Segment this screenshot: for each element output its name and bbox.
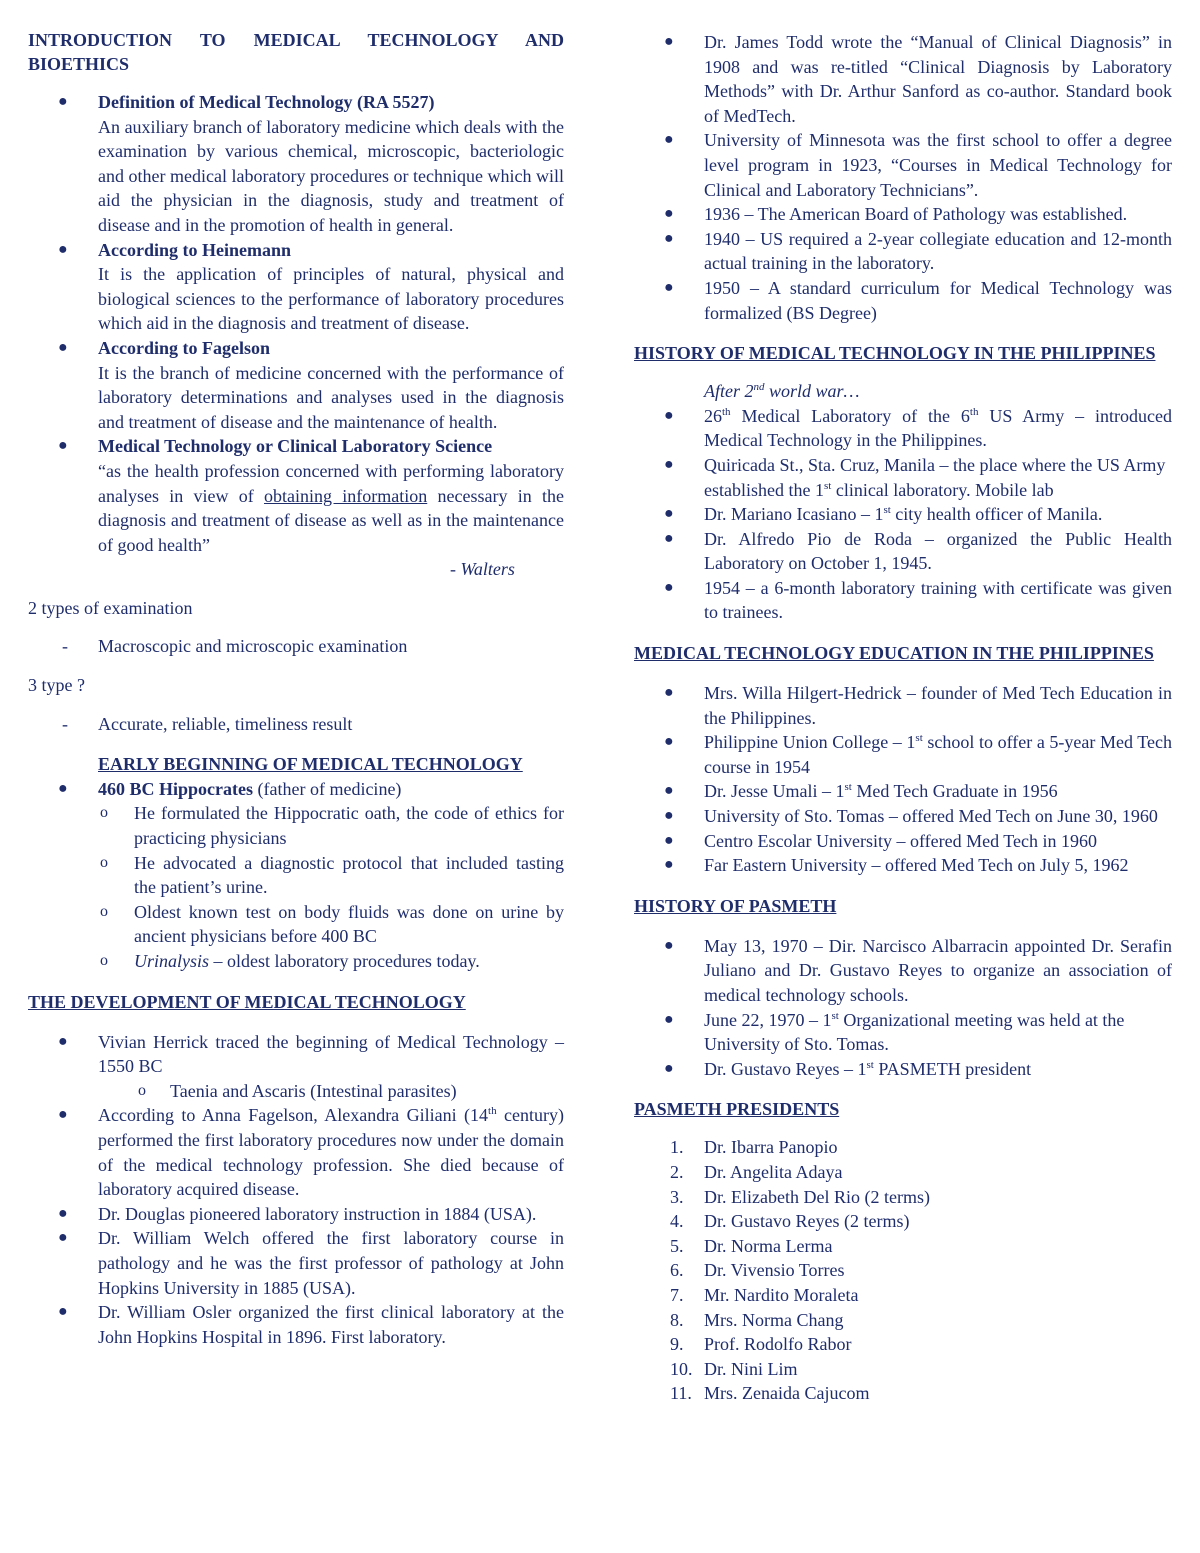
president-name: Dr. Angelita Adaya: [704, 1161, 843, 1182]
bullet-icon: ●: [664, 33, 674, 50]
list-item-text: University of Minnesota was the first school to offer a degree level program in 1923, “Courses in Medical Technology for Clinical and Laboratory Technicians”.: [704, 130, 1172, 200]
list-item-text: Dr. Gustavo Reyes – 1: [704, 1058, 867, 1079]
superscript: th: [722, 405, 731, 418]
bullet-icon: ●: [58, 1303, 68, 1321]
list-number: 3.: [670, 1186, 684, 1207]
superscript: th: [488, 1105, 497, 1118]
list-item: [28, 1030, 564, 1079]
list-item-text: Dr. Douglas pioneered laboratory instruction in 1884 (USA).: [98, 1203, 537, 1224]
list-number: 10.: [670, 1358, 693, 1379]
left-column: [28, 28, 564, 1349]
bullet-icon: ●: [664, 684, 674, 702]
list-item: [634, 527, 1172, 576]
list-item: [634, 30, 1172, 128]
list-item: [634, 1057, 1172, 1082]
president-name: Dr. Nini Lim: [704, 1358, 798, 1379]
list-number: 4.: [670, 1211, 684, 1232]
president-item: [634, 1283, 1172, 1308]
superscript: st: [844, 781, 852, 794]
list-item: [28, 1300, 564, 1349]
president-item: [634, 1258, 1172, 1283]
presidents-list: [634, 1135, 1172, 1406]
quote-underlined: obtaining information: [264, 485, 428, 506]
list-item-text: 1950 – A standard curriculum for Medical Technology was formalized (BS Degree): [704, 277, 1172, 323]
bullet-icon: ●: [58, 240, 68, 258]
list-number: 5.: [670, 1235, 684, 1256]
president-name: Dr. Ibarra Panopio: [704, 1137, 838, 1158]
list-item-text: Medical Laboratory of the 6: [730, 405, 970, 426]
list-item: [634, 804, 1172, 829]
era-note-text: world war…: [764, 381, 860, 402]
hippocrates-label: 460 BC Hippocrates: [98, 778, 253, 799]
exam-types-heading: 2 types of examination: [28, 597, 193, 618]
bullet-icon: ●: [664, 455, 674, 473]
president-name: Dr. Vivensio Torres: [704, 1260, 845, 1281]
list-item-text: May 13, 1970 – Dir. Narcisco Albarracin appointed Dr. Serafin Juliano and Dr. Gustavo Reyes to organize an association of medical technology schools.: [704, 935, 1172, 1005]
bullet-icon: ●: [664, 131, 674, 149]
list-item: [634, 779, 1172, 804]
list-item: [634, 202, 1172, 227]
definition-label: According to Fagelson: [98, 337, 270, 358]
list-number: 7.: [670, 1284, 684, 1305]
president-item: [634, 1381, 1172, 1406]
bullet-icon: ●: [664, 205, 674, 223]
list-number: 8.: [670, 1309, 684, 1330]
list-number: 9.: [670, 1334, 684, 1355]
section-heading-history-ph: HISTORY OF MEDICAL TECHNOLOGY IN THE PHILIPPINES: [634, 343, 1156, 364]
list-item: [634, 404, 1172, 453]
document-title: INTRODUCTION TO MEDICAL TECHNOLOGY AND BIOETHICS: [28, 30, 564, 74]
bullet-icon: ●: [58, 338, 68, 356]
sub-list-item: o He formulated the Hippocratic oath, the code of ethics for practicing physicians: [100, 803, 564, 849]
hippocrates-note: (father of medicine): [253, 778, 402, 799]
exam-type-item: Accurate, reliable, timeliness result: [98, 713, 353, 734]
list-item: [28, 1202, 564, 1227]
list-item: - Accurate, reliable, timeliness result: [62, 713, 353, 734]
list-item-text: Dr. James Todd wrote the “Manual of Clinical Diagnosis” in 1908 and was re-titled “Clinical Diagnosis by Laboratory Methods” with Dr. Arthur Sanford as co-author. Standard book of MedTech.: [704, 32, 1172, 126]
list-item: [634, 829, 1172, 854]
list-number: 2.: [670, 1161, 684, 1182]
president-name: Mrs. Norma Chang: [704, 1309, 844, 1330]
list-item: [634, 853, 1172, 878]
list-number: 6.: [670, 1260, 684, 1281]
definition-text: It is the branch of medicine concerned with the performance of laboratory determinations and analyses used in the diagnosis and treatment of disease and the maintenance of health.: [98, 362, 564, 432]
superscript: st: [883, 504, 891, 517]
president-item: [634, 1209, 1172, 1234]
bullet-icon: ●: [664, 505, 674, 523]
bullet-icon: ●: [664, 578, 674, 596]
bullet-icon: ●: [58, 779, 68, 797]
list-item-text: school to offer a 5-year Med Tech course in 1954: [704, 732, 1172, 777]
president-name: Dr. Norma Lerma: [704, 1235, 833, 1256]
list-item-text: Centro Escolar University – offered Med Tech in 1960: [704, 830, 1097, 851]
list-item-text: 1954 – a 6-month laboratory training with certificate was given to trainees.: [704, 577, 1172, 623]
attribution: - Walters: [450, 559, 515, 580]
superscript: st: [915, 732, 923, 745]
sub-item-text: He formulated the Hippocratic oath, the code of ethics for practicing physicians: [134, 803, 564, 849]
bullet-icon: ●: [664, 229, 674, 247]
bullet-icon: ●: [664, 936, 674, 954]
president-name: Prof. Rodolfo Rabor: [704, 1334, 852, 1355]
bullet-icon: ●: [664, 278, 674, 296]
list-item-text: century) performed the first laboratory procedures now under the domain of the medical technology profession. She died because of laboratory acquired disease.: [98, 1105, 564, 1200]
list-item-text: 26: [704, 405, 722, 426]
superscript: st: [866, 1058, 874, 1071]
list-item-text: 1940 – US required a 2-year collegiate education and 12-month actual training in the laboratory.: [704, 228, 1172, 274]
sub-list-item: o He advocated a diagnostic protocol that included tasting the patient’s urine.: [100, 852, 564, 898]
president-name: Dr. Elizabeth Del Rio (2 terms): [704, 1186, 930, 1207]
list-item-text: Mrs. Willa Hilgert-Hedrick – founder of Med Tech Education in the Philippines.: [704, 683, 1172, 728]
sub-list-item: o Urinalysis – oldest laboratory procedures today.: [100, 951, 480, 971]
bullet-icon: ●: [664, 406, 674, 424]
list-item-text: University of Sto. Tomas – offered Med Tech on June 30, 1960: [704, 806, 1158, 827]
list-item: [634, 227, 1172, 276]
list-item-text: US Army – introduced Medical Technology in the Philippines.: [704, 405, 1172, 451]
bullet-icon: ●: [664, 856, 674, 874]
list-item-text: PASMETH president: [873, 1058, 1032, 1079]
superscript: st: [823, 479, 832, 492]
sub-item-text: He advocated a diagnostic protocol that included tasting the patient’s urine.: [134, 852, 564, 898]
president-name: Mrs. Zenaida Cajucom: [704, 1383, 870, 1404]
bullet-icon: ●: [58, 1204, 68, 1222]
list-item: [28, 90, 564, 238]
bullet-icon: ●: [664, 831, 674, 849]
quote-text: “as the health profession concerned with performing laboratory analyses in view of: [98, 460, 564, 506]
superscript: nd: [753, 381, 765, 394]
list-item: [28, 336, 564, 434]
list-item: [28, 434, 564, 582]
list-item-text: 1936 – The American Board of Pathology was established.: [704, 204, 1128, 225]
sub-list-item: o Taenia and Ascaris (Intestinal parasites): [138, 1080, 457, 1101]
list-number: 1.: [670, 1137, 684, 1158]
definition-text: [98, 459, 564, 557]
list-item-text: Dr. Jesse Umali – 1: [704, 781, 845, 802]
sub-item-text: Taenia and Ascaris (Intestinal parasites): [170, 1080, 457, 1101]
quote-text-end: necessary in the diagnosis and treatment of disease as well as in the maintenance of good health”: [98, 485, 565, 555]
bullet-icon: ●: [664, 807, 674, 825]
bullet-icon: ●: [664, 733, 674, 751]
list-item-text: Organizational meeting was held at the University of Sto. Tomas.: [704, 1009, 1125, 1055]
section-heading-early: EARLY BEGINNING OF MEDICAL TECHNOLOGY: [98, 754, 523, 775]
section-heading-pasmeth: HISTORY OF PASMETH: [634, 895, 837, 916]
list-item: [634, 681, 1172, 730]
sub-item-text: Oldest known test on body fluids was done on urine by ancient physicians before 400 BC: [134, 901, 564, 947]
list-item-text: Med Tech Graduate in 1956: [851, 781, 1058, 802]
era-note: [634, 379, 1172, 404]
exam-type-item: Macroscopic and microscopic examination: [98, 636, 408, 657]
president-item: [634, 1185, 1172, 1210]
list-item: [28, 1103, 564, 1201]
era-note-text: After 2: [704, 381, 754, 402]
list-item-text: Far Eastern University – offered Med Tech on July 5, 1962: [704, 855, 1129, 876]
bullet-icon: ●: [664, 1010, 674, 1028]
list-item-text: Vivian Herrick traced the beginning of Medical Technology – 1550 BC: [98, 1031, 564, 1077]
list-item: [28, 777, 564, 802]
list-item: [634, 502, 1172, 527]
list-item-text: Dr. William Welch offered the first laboratory course in pathology and he was the first professor of pathology at John Hopkins University in 1885 (USA).: [98, 1228, 564, 1298]
list-item-text: Quiricada St., Sta. Cruz, Manila – the place where the US Army established the 1: [704, 454, 1166, 500]
list-item-text: Dr. Mariano Icasiano – 1: [704, 504, 884, 525]
president-item: [634, 1332, 1172, 1357]
list-item-text: Dr. Alfredo Pio de Roda – organized the Public Health Laboratory on October 1, 1945.: [704, 528, 1172, 574]
definition-label: According to Heinemann: [98, 239, 291, 260]
sub-item-text: – oldest laboratory procedures today.: [209, 951, 480, 971]
list-item: [28, 238, 564, 336]
list-item: [634, 576, 1172, 625]
bullet-icon: ●: [58, 1032, 68, 1050]
exam-types-heading-2: 3 type ?: [28, 675, 85, 696]
list-item: [634, 934, 1172, 1008]
urinalysis-term: Urinalysis: [134, 951, 210, 971]
president-item: [634, 1135, 1172, 1160]
bullet-icon: ●: [58, 437, 68, 455]
definition-label: Medical Technology or Clinical Laboratory Science: [98, 436, 493, 457]
section-heading-presidents: PASMETH PRESIDENTS: [634, 1099, 840, 1120]
list-item-text: June 22, 1970 – 1: [704, 1009, 832, 1030]
section-heading-education: MEDICAL TECHNOLOGY EDUCATION IN THE PHILIPPINES: [634, 643, 1154, 664]
superscript: st: [831, 1009, 839, 1022]
bullet-icon: ●: [58, 93, 68, 110]
president-item: [634, 1160, 1172, 1185]
list-item: [28, 1226, 564, 1300]
list-item-text: Dr. William Osler organized the first clinical laboratory at the John Hopkins Hospital in 1896. First laboratory.: [98, 1302, 564, 1347]
president-item: [634, 1357, 1172, 1382]
list-number: 11.: [670, 1383, 692, 1404]
definition-text: It is the application of principles of natural, physical and biological sciences to the performance of laboratory procedures which aid in the diagnosis and treatment of disease.: [98, 264, 564, 334]
list-item: [634, 128, 1172, 202]
bullet-icon: ●: [58, 1229, 68, 1247]
president-name: Dr. Gustavo Reyes (2 terms): [704, 1211, 910, 1232]
list-item-text: Philippine Union College – 1: [704, 732, 916, 753]
definition-text: An auxiliary branch of laboratory medicine which deals with the examination by various chemical, microscopic, bacteriologic and other medical laboratory procedures or technique which will aid the physician in the diagnosis, study and treatment of disease and in the promotion of health in general.: [98, 116, 564, 235]
superscript: th: [969, 405, 979, 418]
bullet-icon: ●: [664, 1059, 674, 1077]
list-item: [634, 1008, 1172, 1057]
president-item: [634, 1234, 1172, 1259]
definition-label: Definition of Medical Technology (RA 5527): [98, 92, 435, 112]
list-item-text: city health officer of Manila.: [890, 504, 1103, 525]
list-item-text: According to Anna Fagelson, Alexandra Giliani (14: [98, 1105, 489, 1126]
right-column: [634, 30, 1172, 1406]
list-item-text: clinical laboratory. Mobile lab: [831, 479, 1054, 500]
bullet-icon: ●: [664, 782, 674, 800]
list-item: [634, 730, 1172, 779]
section-heading-development: THE DEVELOPMENT OF MEDICAL TECHNOLOGY: [28, 991, 466, 1012]
bullet-icon: ●: [664, 529, 674, 547]
list-item: - Macroscopic and microscopic examination: [62, 636, 408, 657]
list-item: [634, 276, 1172, 325]
president-item: [634, 1308, 1172, 1333]
bullet-icon: ●: [58, 1106, 68, 1124]
president-name: Mr. Nardito Moraleta: [704, 1284, 859, 1305]
list-item: [634, 453, 1172, 502]
sub-list-item: o Oldest known test on body fluids was done on urine by ancient physicians before 400 BC: [100, 901, 564, 947]
